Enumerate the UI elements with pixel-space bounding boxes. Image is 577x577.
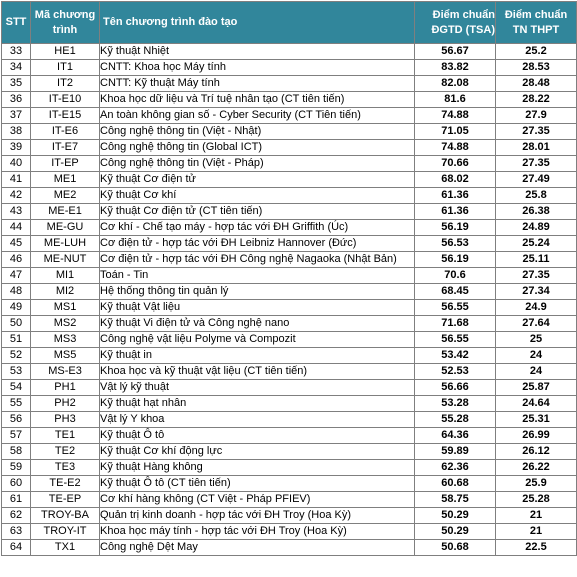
cell-program-name: CNTT: Kỹ thuật Máy tính — [100, 76, 415, 92]
cell-program-name: Kỹ thuật Vật liệu — [100, 300, 415, 316]
table-row — [2, 332, 577, 348]
header-program-name: Tên chương trình đào tạo — [100, 2, 415, 44]
table-row — [2, 300, 577, 316]
cell-tsa-score: 68.45 — [415, 284, 496, 300]
admission-score-table — [1, 1, 577, 556]
cell-stt: 63 — [2, 524, 31, 540]
cell-stt: 47 — [2, 268, 31, 284]
cell-stt: 56 — [2, 412, 31, 428]
cell-tsa-score: 56.19 — [415, 220, 496, 236]
cell-program-code: PH2 — [31, 396, 100, 412]
cell-stt: 58 — [2, 444, 31, 460]
cell-stt: 52 — [2, 348, 31, 364]
cell-stt: 41 — [2, 172, 31, 188]
cell-tsa-score: 74.88 — [415, 140, 496, 156]
cell-tsa-score: 59.89 — [415, 444, 496, 460]
cell-stt: 36 — [2, 92, 31, 108]
table-row — [2, 124, 577, 140]
cell-thpt-score: 21 — [496, 508, 577, 524]
cell-tsa-score: 56.55 — [415, 332, 496, 348]
cell-program-name: Khoa học và kỹ thuật vật liệu (CT tiên tiến) — [100, 364, 415, 380]
cell-stt: 55 — [2, 396, 31, 412]
cell-stt: 40 — [2, 156, 31, 172]
cell-program-code: MI1 — [31, 268, 100, 284]
table-row — [2, 524, 577, 540]
cell-tsa-score: 64.36 — [415, 428, 496, 444]
cell-program-code: TE2 — [31, 444, 100, 460]
table-row — [2, 540, 577, 556]
cell-program-name: Kỹ thuật Cơ khí động lực — [100, 444, 415, 460]
cell-tsa-score: 81.6 — [415, 92, 496, 108]
cell-program-name: Kỹ thuật Cơ điện tử (CT tiên tiến) — [100, 204, 415, 220]
cell-program-name: Công nghệ thông tin (Việt - Nhật) — [100, 124, 415, 140]
table-row — [2, 284, 577, 300]
cell-program-name: Kỹ thuật Ô tô (CT tiên tiến) — [100, 476, 415, 492]
cell-tsa-score: 53.42 — [415, 348, 496, 364]
cell-program-name: Cơ khí - Chế tạo máy - hợp tác với ĐH Griffith (Úc) — [100, 220, 415, 236]
cell-tsa-score: 70.66 — [415, 156, 496, 172]
cell-thpt-score: 27.35 — [496, 268, 577, 284]
header-program-code-line1: Mã chương — [34, 8, 96, 21]
cell-program-code: TE1 — [31, 428, 100, 444]
cell-program-name: Kỹ thuật Cơ khí — [100, 188, 415, 204]
cell-stt: 50 — [2, 316, 31, 332]
cell-thpt-score: 28.22 — [496, 92, 577, 108]
cell-thpt-score: 26.12 — [496, 444, 577, 460]
cell-thpt-score: 24.89 — [496, 220, 577, 236]
cell-stt: 53 — [2, 364, 31, 380]
cell-tsa-score: 50.29 — [415, 508, 496, 524]
cell-program-code: TX1 — [31, 540, 100, 556]
table-row — [2, 428, 577, 444]
cell-program-name: Kỹ thuật hạt nhân — [100, 396, 415, 412]
cell-program-code: MS-E3 — [31, 364, 100, 380]
table-row — [2, 156, 577, 172]
cell-tsa-score: 56.19 — [415, 252, 496, 268]
cell-thpt-score: 28.53 — [496, 60, 577, 76]
cell-thpt-score: 24.64 — [496, 396, 577, 412]
cell-stt: 64 — [2, 540, 31, 556]
cell-program-code: IT-EP — [31, 156, 100, 172]
cell-stt: 46 — [2, 252, 31, 268]
cell-thpt-score: 24 — [496, 348, 577, 364]
cell-thpt-score: 22.5 — [496, 540, 577, 556]
cell-tsa-score: 61.36 — [415, 204, 496, 220]
cell-thpt-score: 24.9 — [496, 300, 577, 316]
cell-thpt-score: 27.49 — [496, 172, 577, 188]
cell-program-code: ME-LUH — [31, 236, 100, 252]
cell-stt: 45 — [2, 236, 31, 252]
cell-program-name: Khoa học máy tính - hợp tác với ĐH Troy (Hoa Kỳ) — [100, 524, 415, 540]
table-row — [2, 316, 577, 332]
cell-program-code: TROY-IT — [31, 524, 100, 540]
table-row — [2, 252, 577, 268]
header-thpt-score-line1: Điểm chuẩn — [504, 8, 568, 21]
cell-stt: 34 — [2, 60, 31, 76]
table-row — [2, 60, 577, 76]
cell-tsa-score: 50.68 — [415, 540, 496, 556]
table-row — [2, 188, 577, 204]
cell-program-code: IT-E6 — [31, 124, 100, 140]
cell-stt: 39 — [2, 140, 31, 156]
cell-program-name: Công nghệ vật liệu Polyme và Compozit — [100, 332, 415, 348]
cell-tsa-score: 60.68 — [415, 476, 496, 492]
table-row — [2, 364, 577, 380]
cell-tsa-score: 53.28 — [415, 396, 496, 412]
cell-stt: 42 — [2, 188, 31, 204]
header-stt: STT — [2, 2, 31, 44]
cell-thpt-score: 25.24 — [496, 236, 577, 252]
cell-tsa-score: 71.05 — [415, 124, 496, 140]
cell-stt: 61 — [2, 492, 31, 508]
cell-program-code: HE1 — [31, 44, 100, 60]
cell-stt: 57 — [2, 428, 31, 444]
cell-thpt-score: 27.35 — [496, 156, 577, 172]
header-tsa-score — [415, 2, 496, 44]
header-program-code-line2: trình — [52, 23, 78, 36]
cell-thpt-score: 25.87 — [496, 380, 577, 396]
cell-thpt-score: 21 — [496, 524, 577, 540]
cell-program-name: Kỹ thuật Cơ điện tử — [100, 172, 415, 188]
cell-program-name: Công nghệ Dệt May — [100, 540, 415, 556]
cell-program-name: Cơ điện tử - hợp tác với ĐH Công nghệ Nagaoka (Nhật Bản) — [100, 252, 415, 268]
cell-tsa-score: 52.53 — [415, 364, 496, 380]
cell-stt: 35 — [2, 76, 31, 92]
cell-thpt-score: 25 — [496, 332, 577, 348]
cell-program-name: Vật lý Y khoa — [100, 412, 415, 428]
cell-program-name: Công nghệ thông tin (Global ICT) — [100, 140, 415, 156]
cell-program-name: Kỹ thuật Ô tô — [100, 428, 415, 444]
cell-program-code: TROY-BA — [31, 508, 100, 524]
cell-thpt-score: 26.99 — [496, 428, 577, 444]
cell-thpt-score: 27.34 — [496, 284, 577, 300]
cell-thpt-score: 25.2 — [496, 44, 577, 60]
cell-tsa-score: 56.53 — [415, 236, 496, 252]
cell-program-code: IT-E10 — [31, 92, 100, 108]
cell-tsa-score: 83.82 — [415, 60, 496, 76]
table-body — [2, 44, 577, 556]
table-row — [2, 108, 577, 124]
cell-tsa-score: 58.75 — [415, 492, 496, 508]
cell-program-name: Cơ khí hàng không (CT Việt - Pháp PFIEV) — [100, 492, 415, 508]
cell-program-code: MS2 — [31, 316, 100, 332]
cell-program-name: Quản trị kinh doanh - hợp tác với ĐH Troy (Hoa Kỳ) — [100, 508, 415, 524]
table-row — [2, 220, 577, 236]
cell-program-code: TE-E2 — [31, 476, 100, 492]
cell-program-code: PH1 — [31, 380, 100, 396]
table-row — [2, 172, 577, 188]
cell-thpt-score: 27.9 — [496, 108, 577, 124]
cell-program-code: MS3 — [31, 332, 100, 348]
cell-tsa-score: 56.67 — [415, 44, 496, 60]
cell-thpt-score: 25.31 — [496, 412, 577, 428]
cell-program-code: IT-E7 — [31, 140, 100, 156]
cell-program-code: PH3 — [31, 412, 100, 428]
cell-thpt-score: 28.01 — [496, 140, 577, 156]
table-row — [2, 444, 577, 460]
cell-stt: 60 — [2, 476, 31, 492]
header-thpt-score — [496, 2, 577, 44]
cell-program-name: Khoa học dữ liệu và Trí tuệ nhân tạo (CT tiên tiến) — [100, 92, 415, 108]
cell-tsa-score: 62.36 — [415, 460, 496, 476]
cell-program-code: ME-E1 — [31, 204, 100, 220]
table-row — [2, 460, 577, 476]
cell-stt: 62 — [2, 508, 31, 524]
cell-thpt-score: 27.64 — [496, 316, 577, 332]
cell-program-code: ME2 — [31, 188, 100, 204]
cell-stt: 54 — [2, 380, 31, 396]
cell-stt: 38 — [2, 124, 31, 140]
table-row — [2, 476, 577, 492]
cell-thpt-score: 25.9 — [496, 476, 577, 492]
cell-program-name: Kỹ thuật Nhiệt — [100, 44, 415, 60]
table-row — [2, 508, 577, 524]
cell-program-code: IT1 — [31, 60, 100, 76]
header-program-code — [31, 2, 100, 44]
cell-program-code: ME1 — [31, 172, 100, 188]
cell-stt: 48 — [2, 284, 31, 300]
cell-tsa-score: 50.29 — [415, 524, 496, 540]
cell-program-name: Kỹ thuật Hàng không — [100, 460, 415, 476]
cell-program-name: Toán - Tin — [100, 268, 415, 284]
cell-program-code: TE-EP — [31, 492, 100, 508]
cell-thpt-score: 27.35 — [496, 124, 577, 140]
table-row — [2, 236, 577, 252]
cell-tsa-score: 61.36 — [415, 188, 496, 204]
table-row — [2, 380, 577, 396]
cell-program-code: MI2 — [31, 284, 100, 300]
cell-thpt-score: 25.28 — [496, 492, 577, 508]
cell-program-name: Cơ điện tử - hợp tác với ĐH Leibniz Hannover (Đức) — [100, 236, 415, 252]
cell-program-name: CNTT: Khoa học Máy tính — [100, 60, 415, 76]
cell-program-name: Hệ thống thông tin quản lý — [100, 284, 415, 300]
cell-stt: 49 — [2, 300, 31, 316]
cell-thpt-score: 25.11 — [496, 252, 577, 268]
cell-thpt-score: 26.38 — [496, 204, 577, 220]
cell-program-name: An toàn không gian số - Cyber Security (CT Tiên tiến) — [100, 108, 415, 124]
cell-program-name: Kỹ thuật Vi điện tử và Công nghệ nano — [100, 316, 415, 332]
cell-thpt-score: 24 — [496, 364, 577, 380]
cell-tsa-score: 71.68 — [415, 316, 496, 332]
header-tsa-score-line1: Điểm chuẩn — [432, 8, 495, 21]
cell-program-name: Công nghệ thông tin (Việt - Pháp) — [100, 156, 415, 172]
cell-program-name: Vật lý kỹ thuật — [100, 380, 415, 396]
cell-tsa-score: 55.28 — [415, 412, 496, 428]
cell-tsa-score: 56.55 — [415, 300, 496, 316]
header-thpt-score-line2: TN THPT — [512, 23, 560, 36]
table-row — [2, 140, 577, 156]
cell-tsa-score: 56.66 — [415, 380, 496, 396]
cell-stt: 59 — [2, 460, 31, 476]
cell-tsa-score: 74.88 — [415, 108, 496, 124]
cell-thpt-score: 26.22 — [496, 460, 577, 476]
cell-program-code: TE3 — [31, 460, 100, 476]
table-row — [2, 76, 577, 92]
table-row — [2, 268, 577, 284]
cell-stt: 44 — [2, 220, 31, 236]
table-row — [2, 412, 577, 428]
cell-thpt-score: 25.8 — [496, 188, 577, 204]
cell-stt: 43 — [2, 204, 31, 220]
cell-program-code: MS5 — [31, 348, 100, 364]
cell-tsa-score: 82.08 — [415, 76, 496, 92]
table-row — [2, 348, 577, 364]
cell-tsa-score: 70.6 — [415, 268, 496, 284]
cell-stt: 33 — [2, 44, 31, 60]
table-row — [2, 44, 577, 60]
cell-thpt-score: 28.48 — [496, 76, 577, 92]
table-row — [2, 204, 577, 220]
header-tsa-score-line2: ĐGTD (TSA) — [431, 23, 495, 36]
cell-program-code: IT-E15 — [31, 108, 100, 124]
cell-program-name: Kỹ thuật in — [100, 348, 415, 364]
cell-program-code: ME-GU — [31, 220, 100, 236]
table-header-row — [2, 2, 577, 44]
cell-stt: 51 — [2, 332, 31, 348]
cell-program-code: ME-NUT — [31, 252, 100, 268]
table-row — [2, 92, 577, 108]
table-row — [2, 492, 577, 508]
cell-program-code: MS1 — [31, 300, 100, 316]
cell-tsa-score: 68.02 — [415, 172, 496, 188]
table-row — [2, 396, 577, 412]
cell-stt: 37 — [2, 108, 31, 124]
cell-program-code: IT2 — [31, 76, 100, 92]
